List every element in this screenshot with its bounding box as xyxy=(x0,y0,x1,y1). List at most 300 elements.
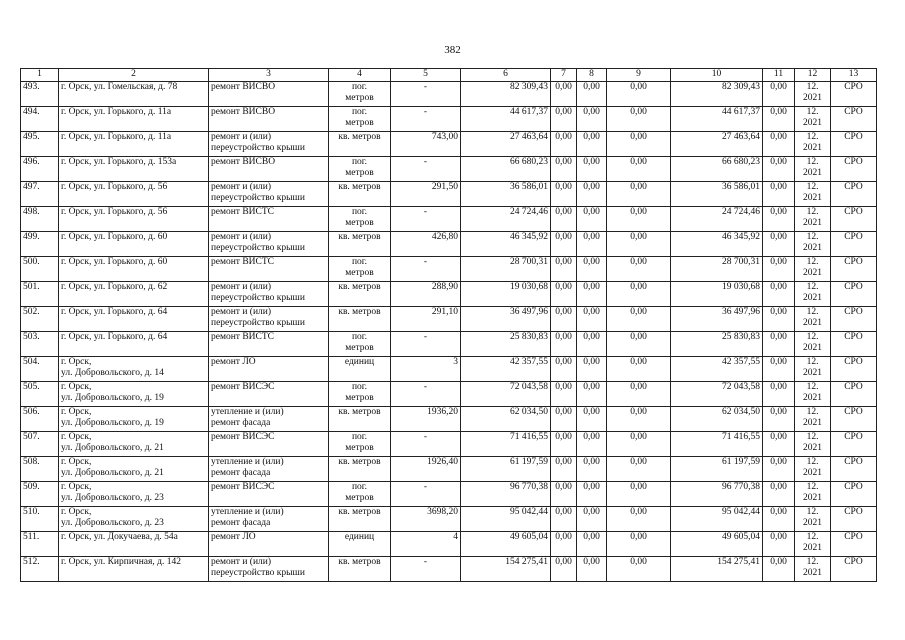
address-cell xyxy=(59,157,209,182)
row-number-cell: 511. xyxy=(21,532,59,557)
volume-cell: 426,80 xyxy=(391,232,461,257)
cell-line: пог. xyxy=(351,207,368,217)
cell-line: ул. Добровольского, д. 21 xyxy=(61,443,164,453)
cell-line: ул. Добровольского, д. 19 xyxy=(61,393,164,403)
cell-line: метров xyxy=(345,218,374,228)
cell-line: 12. xyxy=(806,182,819,192)
work-type-cell xyxy=(209,507,329,532)
cost-cell: 36 586,01 xyxy=(461,182,551,207)
cell-line: ул. Добровольского, д. 14 xyxy=(61,368,164,378)
date-cell xyxy=(795,282,831,307)
col11-cell: 0,00 xyxy=(763,482,795,507)
col8-cell: 0,00 xyxy=(577,132,607,157)
total-cell: 96 770,38 xyxy=(671,482,763,507)
cost-cell: 72 043,58 xyxy=(461,382,551,407)
address-cell xyxy=(59,82,209,107)
method-cell: СРО xyxy=(831,407,877,432)
work-type-cell xyxy=(209,132,329,157)
method-cell: СРО xyxy=(831,157,877,182)
cost-cell: 154 275,41 xyxy=(461,557,551,582)
date-cell xyxy=(795,182,831,207)
column-header-9: 9 xyxy=(607,69,671,82)
total-cell: 66 680,23 xyxy=(671,157,763,182)
col11-cell: 0,00 xyxy=(763,157,795,182)
col8-cell: 0,00 xyxy=(577,332,607,357)
cell-line: ул. Добровольского, д. 21 xyxy=(61,468,164,478)
total-cell: 71 416,55 xyxy=(671,432,763,457)
col8-cell: 0,00 xyxy=(577,232,607,257)
date-cell xyxy=(795,357,831,382)
cost-cell: 24 724,46 xyxy=(461,207,551,232)
unit-cell xyxy=(329,107,391,132)
cell-line: 12. xyxy=(806,157,819,167)
col8-cell: 0,00 xyxy=(577,457,607,482)
method-cell: СРО xyxy=(831,132,877,157)
table-row xyxy=(21,157,877,182)
unit-cell xyxy=(329,482,391,507)
column-header-5: 5 xyxy=(391,69,461,82)
col7-cell: 0,00 xyxy=(551,532,577,557)
work-type-cell xyxy=(209,382,329,407)
cell-line: кв. метров xyxy=(338,557,381,567)
col9-cell: 0,00 xyxy=(607,207,671,232)
col7-cell: 0,00 xyxy=(551,507,577,532)
col11-cell: 0,00 xyxy=(763,532,795,557)
row-number-cell: 495. xyxy=(21,132,59,157)
cell-line: ремонт фасада xyxy=(211,418,271,428)
cell-line: 12. xyxy=(806,482,819,492)
cell-line: 2021 xyxy=(803,193,822,203)
col7-cell: 0,00 xyxy=(551,82,577,107)
unit-cell xyxy=(329,157,391,182)
unit-cell xyxy=(329,507,391,532)
row-number-cell: 507. xyxy=(21,432,59,457)
cell-line: 12. xyxy=(806,307,819,317)
col8-cell: 0,00 xyxy=(577,82,607,107)
col8-cell: 0,00 xyxy=(577,382,607,407)
cell-line: г. Орск, ул. Гомельская, д. 78 xyxy=(61,82,178,92)
col7-cell: 0,00 xyxy=(551,232,577,257)
cell-line: ул. Добровольского, д. 23 xyxy=(61,518,164,528)
method-cell: СРО xyxy=(831,507,877,532)
cell-line: ул. Добровольского, д. 23 xyxy=(61,493,164,503)
cell-line: ул. Добровольского, д. 19 xyxy=(61,418,164,428)
cell-line: ремонт ЛО xyxy=(211,532,256,542)
table-row xyxy=(21,207,877,232)
cell-line: кв. метров xyxy=(338,457,381,467)
col7-cell: 0,00 xyxy=(551,132,577,157)
cost-cell: 25 830,83 xyxy=(461,332,551,357)
cell-line: 2021 xyxy=(803,218,822,228)
col9-cell: 0,00 xyxy=(607,307,671,332)
col8-cell: 0,00 xyxy=(577,182,607,207)
cell-line: ремонт ВИСТС xyxy=(211,332,275,342)
col9-cell: 0,00 xyxy=(607,257,671,282)
cell-line: кв. метров xyxy=(338,507,381,517)
cost-cell: 61 197,59 xyxy=(461,457,551,482)
address-cell xyxy=(59,232,209,257)
table-row xyxy=(21,507,877,532)
total-cell: 154 275,41 xyxy=(671,557,763,582)
cell-line: 2021 xyxy=(803,418,822,428)
address-cell xyxy=(59,507,209,532)
method-cell: СРО xyxy=(831,257,877,282)
col9-cell: 0,00 xyxy=(607,357,671,382)
table-row xyxy=(21,132,877,157)
address-cell xyxy=(59,557,209,582)
cell-line: г. Орск, ул. Горького, д. 56 xyxy=(61,207,168,217)
cell-line: 12. xyxy=(806,532,819,542)
method-cell: СРО xyxy=(831,457,877,482)
cell-line: 12. xyxy=(806,457,819,467)
col7-cell: 0,00 xyxy=(551,382,577,407)
cell-line: переустройство крыши xyxy=(211,293,305,303)
volume-cell: 4 xyxy=(391,532,461,557)
cell-line: единиц xyxy=(344,532,375,542)
volume-cell: 3 xyxy=(391,357,461,382)
row-number-cell: 498. xyxy=(21,207,59,232)
cell-line: г. Орск, xyxy=(61,382,92,392)
work-type-cell xyxy=(209,357,329,382)
cell-line: ремонт ВИСТС xyxy=(211,257,275,267)
volume-cell: - xyxy=(391,332,461,357)
column-header-1: 1 xyxy=(21,69,59,82)
unit-cell xyxy=(329,307,391,332)
col7-cell: 0,00 xyxy=(551,457,577,482)
cell-line: 12. xyxy=(806,107,819,117)
works-table xyxy=(20,68,877,582)
col11-cell: 0,00 xyxy=(763,507,795,532)
cell-line: г. Орск, ул. Горького, д. 60 xyxy=(61,257,168,267)
table-row xyxy=(21,232,877,257)
unit-cell xyxy=(329,207,391,232)
cell-line: метров xyxy=(345,343,374,353)
cell-line: пог. xyxy=(351,482,368,492)
col9-cell: 0,00 xyxy=(607,532,671,557)
col8-cell: 0,00 xyxy=(577,482,607,507)
work-type-cell xyxy=(209,482,329,507)
unit-cell xyxy=(329,557,391,582)
work-type-cell xyxy=(209,432,329,457)
col11-cell: 0,00 xyxy=(763,382,795,407)
volume-cell: - xyxy=(391,157,461,182)
cell-line: 12. xyxy=(806,282,819,292)
cell-line: 12. xyxy=(806,557,819,567)
work-type-cell xyxy=(209,307,329,332)
cell-line: 2021 xyxy=(803,343,822,353)
total-cell: 36 497,96 xyxy=(671,307,763,332)
cost-cell: 96 770,38 xyxy=(461,482,551,507)
cell-line: 12. xyxy=(806,332,819,342)
row-number-cell: 502. xyxy=(21,307,59,332)
cell-line: 2021 xyxy=(803,293,822,303)
cell-line: переустройство крыши xyxy=(211,568,305,578)
cell-line: 2021 xyxy=(803,143,822,153)
cell-line: пог. xyxy=(351,107,368,117)
date-cell xyxy=(795,532,831,557)
header-row xyxy=(21,69,877,82)
col11-cell: 0,00 xyxy=(763,407,795,432)
cell-line: г. Орск, ул. Горького, д. 11а xyxy=(61,107,172,117)
cell-line: 12. xyxy=(806,232,819,242)
address-cell xyxy=(59,182,209,207)
cell-line: пог. xyxy=(351,382,368,392)
row-number-cell: 499. xyxy=(21,232,59,257)
total-cell: 44 617,37 xyxy=(671,107,763,132)
total-cell: 61 197,59 xyxy=(671,457,763,482)
cell-line: кв. метров xyxy=(338,182,381,192)
table-body xyxy=(21,82,877,582)
cell-line: г. Орск, xyxy=(61,432,92,442)
work-type-cell xyxy=(209,182,329,207)
col9-cell: 0,00 xyxy=(607,457,671,482)
col7-cell: 0,00 xyxy=(551,307,577,332)
column-header-8: 8 xyxy=(577,69,607,82)
date-cell xyxy=(795,257,831,282)
page-number: 382 xyxy=(444,44,461,56)
cell-line: метров xyxy=(345,493,374,503)
row-number-cell: 506. xyxy=(21,407,59,432)
col9-cell: 0,00 xyxy=(607,132,671,157)
cell-line: г. Орск, ул. Докучаева, д. 54а xyxy=(61,532,178,542)
total-cell: 28 700,31 xyxy=(671,257,763,282)
row-number-cell: 504. xyxy=(21,357,59,382)
column-header-6: 6 xyxy=(461,69,551,82)
col8-cell: 0,00 xyxy=(577,157,607,182)
address-cell xyxy=(59,132,209,157)
cell-line: кв. метров xyxy=(338,307,381,317)
work-type-cell xyxy=(209,282,329,307)
cell-line: г. Орск, ул. Горького, д. 153а xyxy=(61,157,177,167)
col9-cell: 0,00 xyxy=(607,407,671,432)
work-type-cell xyxy=(209,257,329,282)
cost-cell: 66 680,23 xyxy=(461,157,551,182)
cell-line: г. Орск, ул. Горького, д. 64 xyxy=(61,307,168,317)
row-number-cell: 497. xyxy=(21,182,59,207)
col9-cell: 0,00 xyxy=(607,82,671,107)
cell-line: 2021 xyxy=(803,393,822,403)
method-cell: СРО xyxy=(831,432,877,457)
col11-cell: 0,00 xyxy=(763,232,795,257)
unit-cell xyxy=(329,332,391,357)
method-cell: СРО xyxy=(831,532,877,557)
col7-cell: 0,00 xyxy=(551,432,577,457)
col9-cell: 0,00 xyxy=(607,507,671,532)
work-type-cell xyxy=(209,157,329,182)
date-cell xyxy=(795,157,831,182)
volume-cell: 291,50 xyxy=(391,182,461,207)
col11-cell: 0,00 xyxy=(763,82,795,107)
table-row xyxy=(21,357,877,382)
cell-line: пог. xyxy=(351,257,368,267)
col11-cell: 0,00 xyxy=(763,432,795,457)
cell-line: пог. xyxy=(351,157,368,167)
total-cell: 27 463,64 xyxy=(671,132,763,157)
cell-line: г. Орск, ул. Горького, д. 64 xyxy=(61,332,168,342)
col7-cell: 0,00 xyxy=(551,157,577,182)
col8-cell: 0,00 xyxy=(577,257,607,282)
unit-cell xyxy=(329,432,391,457)
volume-cell: - xyxy=(391,382,461,407)
row-number-cell: 505. xyxy=(21,382,59,407)
cell-line: ремонт и (или) xyxy=(211,557,272,567)
volume-cell: 291,10 xyxy=(391,307,461,332)
unit-cell xyxy=(329,182,391,207)
method-cell: СРО xyxy=(831,107,877,132)
work-type-cell xyxy=(209,457,329,482)
cell-line: 12. xyxy=(806,82,819,92)
table-row xyxy=(21,257,877,282)
cell-line: 2021 xyxy=(803,243,822,253)
cell-line: метров xyxy=(345,443,374,453)
col11-cell: 0,00 xyxy=(763,457,795,482)
unit-cell xyxy=(329,407,391,432)
total-cell: 36 586,01 xyxy=(671,182,763,207)
method-cell: СРО xyxy=(831,357,877,382)
col7-cell: 0,00 xyxy=(551,482,577,507)
cell-line: переустройство крыши xyxy=(211,143,305,153)
cost-cell: 19 030,68 xyxy=(461,282,551,307)
cell-line: единиц xyxy=(344,357,375,367)
cell-line: 2021 xyxy=(803,568,822,578)
method-cell: СРО xyxy=(831,182,877,207)
row-number-cell: 501. xyxy=(21,282,59,307)
date-cell xyxy=(795,332,831,357)
date-cell xyxy=(795,107,831,132)
table-row xyxy=(21,82,877,107)
column-header-7: 7 xyxy=(551,69,577,82)
volume-cell: - xyxy=(391,432,461,457)
cell-line: кв. метров xyxy=(338,232,381,242)
col8-cell: 0,00 xyxy=(577,307,607,332)
cell-line: 12. xyxy=(806,257,819,267)
cell-line: 2021 xyxy=(803,543,822,553)
date-cell xyxy=(795,557,831,582)
cell-line: ремонт и (или) xyxy=(211,282,272,292)
table-row xyxy=(21,407,877,432)
total-cell: 24 724,46 xyxy=(671,207,763,232)
total-cell: 19 030,68 xyxy=(671,282,763,307)
date-cell xyxy=(795,207,831,232)
method-cell: СРО xyxy=(831,482,877,507)
cell-line: переустройство крыши xyxy=(211,318,305,328)
row-number-cell: 509. xyxy=(21,482,59,507)
date-cell xyxy=(795,82,831,107)
col11-cell: 0,00 xyxy=(763,182,795,207)
col11-cell: 0,00 xyxy=(763,332,795,357)
cell-line: пог. xyxy=(351,82,368,92)
cost-cell: 28 700,31 xyxy=(461,257,551,282)
date-cell xyxy=(795,382,831,407)
row-number-cell: 508. xyxy=(21,457,59,482)
total-cell: 72 043,58 xyxy=(671,382,763,407)
column-header-13: 13 xyxy=(831,69,877,82)
cell-line: кв. метров xyxy=(338,407,381,417)
col11-cell: 0,00 xyxy=(763,282,795,307)
table-row xyxy=(21,332,877,357)
total-cell: 82 309,43 xyxy=(671,82,763,107)
col11-cell: 0,00 xyxy=(763,132,795,157)
cell-line: 2021 xyxy=(803,443,822,453)
cell-line: 2021 xyxy=(803,268,822,278)
cell-line: 2021 xyxy=(803,168,822,178)
address-cell xyxy=(59,457,209,482)
unit-cell xyxy=(329,82,391,107)
cell-line: ремонт фасада xyxy=(211,518,271,528)
cell-line: 2021 xyxy=(803,468,822,478)
cell-line: ремонт и (или) xyxy=(211,182,272,192)
col9-cell: 0,00 xyxy=(607,557,671,582)
row-number-cell: 503. xyxy=(21,332,59,357)
col11-cell: 0,00 xyxy=(763,107,795,132)
cell-line: ремонт ВИСТС xyxy=(211,207,275,217)
table-row xyxy=(21,282,877,307)
address-cell xyxy=(59,532,209,557)
address-cell xyxy=(59,382,209,407)
table-row xyxy=(21,307,877,332)
volume-cell: 3698,20 xyxy=(391,507,461,532)
cell-line: г. Орск, ул. Горького, д. 11а xyxy=(61,132,172,142)
date-cell xyxy=(795,432,831,457)
cell-line: метров xyxy=(345,393,374,403)
work-type-cell xyxy=(209,332,329,357)
date-cell xyxy=(795,407,831,432)
col8-cell: 0,00 xyxy=(577,507,607,532)
cell-line: ремонт ВИСЭС xyxy=(211,382,275,392)
cell-line: ремонт ВИСЭС xyxy=(211,482,275,492)
column-header-11: 11 xyxy=(763,69,795,82)
cell-line: ремонт и (или) xyxy=(211,132,272,142)
cell-line: 12. xyxy=(806,507,819,517)
row-number-cell: 496. xyxy=(21,157,59,182)
cell-line: г. Орск, xyxy=(61,407,92,417)
method-cell: СРО xyxy=(831,82,877,107)
cell-line: метров xyxy=(345,168,374,178)
col11-cell: 0,00 xyxy=(763,257,795,282)
cell-line: г. Орск, ул. Горького, д. 60 xyxy=(61,232,168,242)
method-cell: СРО xyxy=(831,382,877,407)
cell-line: утепление и (или) xyxy=(211,507,284,517)
col7-cell: 0,00 xyxy=(551,357,577,382)
address-cell xyxy=(59,357,209,382)
cell-line: г. Орск, xyxy=(61,482,92,492)
col7-cell: 0,00 xyxy=(551,257,577,282)
address-cell xyxy=(59,432,209,457)
cost-cell: 49 605,04 xyxy=(461,532,551,557)
column-header-12: 12 xyxy=(795,69,831,82)
row-number-cell: 500. xyxy=(21,257,59,282)
volume-cell: - xyxy=(391,207,461,232)
col9-cell: 0,00 xyxy=(607,482,671,507)
work-type-cell xyxy=(209,407,329,432)
cost-cell: 62 034,50 xyxy=(461,407,551,432)
table-row xyxy=(21,182,877,207)
row-number-cell: 510. xyxy=(21,507,59,532)
address-cell xyxy=(59,332,209,357)
address-cell xyxy=(59,307,209,332)
volume-cell: 1936,20 xyxy=(391,407,461,432)
volume-cell: 743,00 xyxy=(391,132,461,157)
cell-line: ремонт и (или) xyxy=(211,307,272,317)
cell-line: ремонт ЛО xyxy=(211,357,256,367)
cell-line: 12. xyxy=(806,357,819,367)
col8-cell: 0,00 xyxy=(577,407,607,432)
date-cell xyxy=(795,132,831,157)
method-cell: СРО xyxy=(831,207,877,232)
col9-cell: 0,00 xyxy=(607,182,671,207)
cell-line: г. Орск, ул. Горького, д. 56 xyxy=(61,182,168,192)
unit-cell xyxy=(329,532,391,557)
